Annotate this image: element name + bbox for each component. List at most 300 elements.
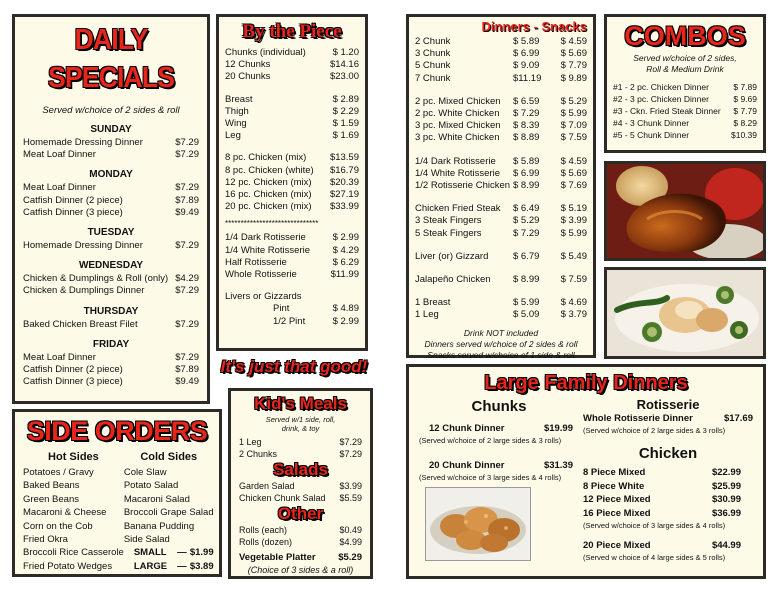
kids-item-price: $7.29	[339, 449, 362, 459]
family-chicken-price: $25.99	[711, 480, 741, 492]
day-heading: MONDAY	[89, 169, 133, 181]
daily-specials-panel	[12, 14, 210, 404]
snack-price: $ 5.19	[560, 203, 587, 215]
spacer	[225, 281, 359, 291]
piece-item-price: $14.16	[329, 59, 359, 71]
other-title: Other	[277, 504, 324, 523]
snack-price: $ 4.69	[560, 297, 587, 309]
hot-side-item: Fried Okra	[23, 534, 68, 546]
snack-price: $ 5.49	[560, 250, 587, 262]
piece-item-price: $33.99	[329, 201, 359, 213]
special-item	[23, 182, 199, 194]
family-chicken-row	[583, 480, 753, 494]
piece-item-price: $ 1.59	[332, 118, 359, 130]
side-orders-columns	[23, 450, 214, 573]
dinner-item-name: 1/4 Dark Rotisserie	[415, 155, 496, 167]
special-item	[23, 273, 199, 285]
special-item-price: $7.29	[175, 182, 199, 194]
side-size-price: $3.89	[189, 560, 214, 572]
piece-item-name: 8 pc. Chicken (white)	[225, 164, 314, 176]
family-columns	[419, 397, 753, 563]
piece-item	[225, 189, 359, 201]
family-rotisserie-note: (Served w/choice of 2 large sides & 3 rolls)	[583, 426, 726, 436]
dinner-item	[415, 180, 587, 192]
rotisserie-chicken-photo	[604, 161, 766, 261]
family-chunk-note: (Served w/choice of 2 large sides & 3 rolls)	[419, 436, 562, 446]
special-item-name: Catfish Dinner (2 piece)	[23, 364, 123, 376]
spacer	[415, 263, 587, 274]
divider-stars: ******************************	[225, 219, 319, 229]
piece-item	[225, 165, 359, 177]
special-item-name: Meat Loaf Dinner	[23, 149, 96, 161]
combo-item	[613, 93, 757, 105]
family-chicken-row	[583, 507, 753, 521]
special-item-price: $7.29	[175, 318, 199, 330]
side-size-row	[124, 560, 214, 573]
dinner-item-name: 1 Breast	[415, 297, 451, 309]
kids-item	[239, 448, 362, 460]
salad-item-price: $5.59	[339, 493, 362, 503]
daily-specials-list	[23, 124, 199, 388]
dinner-price: $ 6.49	[513, 203, 540, 215]
dinner-item	[415, 274, 587, 286]
family-chicken-name: 16 Piece Mixed	[583, 507, 651, 519]
piece-item-price: $ 2.89	[332, 93, 359, 105]
other-item	[239, 524, 362, 536]
cold-side-item: Cole Slaw	[123, 467, 167, 478]
kids-item-price: $7.29	[339, 437, 362, 447]
cold-side-item: Banana Pudding	[123, 520, 195, 532]
snack-price: $ 9.89	[560, 72, 587, 84]
hot-side-item: Potatoes / Gravy	[23, 467, 94, 478]
special-item	[23, 207, 199, 219]
family-chicken-price: $22.99	[711, 467, 741, 479]
special-item-price: $7.89	[175, 194, 199, 206]
jalapeno-chicken-photo	[604, 267, 766, 359]
salad-item	[239, 492, 362, 504]
combo-item	[613, 105, 757, 117]
rotisserie-item-name: 1/4 Dark Rotisserie	[225, 232, 306, 244]
other-item	[239, 536, 362, 548]
other-item-name: Rolls (each)	[239, 525, 288, 535]
cold-side-item: Side Salad	[123, 534, 170, 546]
dinner-price: $ 6.79	[513, 250, 540, 262]
snack-price: $ 5.69	[560, 167, 587, 179]
vegetable-platter-note: (Choice of 3 sides & a roll)	[247, 565, 354, 576]
rotisserie-item-price: $11.99	[330, 269, 359, 281]
piece-item	[225, 130, 359, 142]
dinner-item-name: Chicken Fried Steak	[415, 203, 501, 215]
dinner-price: $ 6.99	[513, 48, 540, 60]
dinner-price: $ 8.39	[513, 120, 540, 132]
livers-price: $ 2.99	[332, 315, 359, 327]
dinner-item	[415, 168, 587, 180]
fried-chicken-chunks-image	[426, 488, 530, 560]
spacer	[225, 142, 359, 152]
dinner-item-name: 3 Steak Fingers	[415, 215, 482, 227]
family-chicken-row	[583, 466, 753, 480]
combo-item-name: #1 - 2 pc. Chicken Dinner	[613, 82, 709, 92]
rotisserie-chicken-image	[607, 164, 763, 258]
piece-item-name: Chunks (individual)	[225, 47, 306, 58]
daily-specials-subtitle: Served w/choice of 2 sides & roll	[42, 105, 180, 116]
salad-item-name: Garden Salad	[239, 481, 295, 491]
piece-item-name: 20 pc. Chicken (mix)	[225, 201, 312, 213]
rotisserie-item	[225, 232, 359, 244]
family-rotisserie-row	[583, 413, 753, 425]
side-size-dash: —	[177, 547, 187, 559]
snack-price: $ 5.29	[560, 95, 587, 107]
special-item-price: $7.29	[175, 351, 199, 363]
piece-item-name: 20 Chunks	[225, 71, 271, 83]
livers-item	[225, 303, 359, 315]
special-item	[23, 285, 199, 297]
family-dinners-panel	[406, 364, 766, 579]
piece-item	[225, 201, 359, 213]
rotisserie-item-price: $ 6.29	[332, 256, 359, 268]
special-item-name: Chicken & Dumplings Dinner	[23, 285, 145, 297]
chunks-title: Chunks	[471, 398, 527, 415]
family-chicken-row	[583, 493, 753, 507]
special-item-price: $9.49	[175, 376, 199, 388]
spacer	[415, 85, 587, 96]
combo-item-name: #4 - 3 Chunk Dinner	[613, 118, 690, 128]
piece-item	[225, 152, 359, 164]
combo-item-name: #5 - 5 Chunk Dinner	[613, 130, 690, 140]
combos-subtitle-2: Roll & Medium Drink	[646, 64, 724, 74]
dinner-item-name: 2 pc. White Chicken	[415, 108, 500, 120]
hot-side-item: Corn on the Cob	[23, 520, 93, 532]
dinner-item-name: 5 Steak Fingers	[415, 227, 482, 239]
kids-meals-title: Kid's Meals	[254, 394, 347, 413]
dinners-snacks-notes	[415, 328, 587, 361]
snack-price: $ 7.69	[560, 180, 587, 192]
family-chunk-price: $19.99	[543, 423, 573, 434]
other-list	[239, 524, 362, 548]
piece-item-name: Leg	[225, 130, 241, 142]
family-chunks-column	[419, 397, 579, 563]
cold-sides-column	[124, 450, 214, 573]
salads-title: Salads	[273, 460, 328, 479]
piece-item-name: 8 pc. Chicken (mix)	[225, 152, 307, 164]
spacer	[415, 192, 587, 203]
kids-item	[239, 436, 362, 448]
snack-price: $ 5.99	[560, 108, 587, 120]
livers-item	[225, 316, 359, 328]
special-item	[23, 137, 199, 149]
combo-item-price: $10.39	[731, 130, 757, 140]
livers-size: 1/2 Pint	[273, 315, 306, 327]
day-heading: FRIDAY	[92, 338, 130, 350]
salad-item-price: $3.99	[339, 481, 362, 491]
piece-item-price: $16.79	[329, 164, 359, 176]
piece-item	[225, 71, 359, 83]
jalapeno-chicken-image	[607, 270, 763, 356]
family-chunk-name: 12 Chunk Dinner	[429, 423, 505, 434]
combo-item-price: $ 8.29	[733, 118, 757, 128]
hot-side-item: Broccoli Rice Casserole	[23, 547, 124, 559]
piece-item-price: $20.39	[329, 176, 359, 188]
piece-item	[225, 94, 359, 106]
dinner-item-name: 1/4 White Rotisserie	[415, 167, 501, 179]
dinner-item	[415, 48, 587, 60]
side-size-name: LARGE	[133, 560, 168, 572]
dinner-item	[415, 132, 587, 144]
dinners-note: Drink NOT included	[463, 327, 539, 338]
by-the-piece-panel	[216, 14, 368, 351]
special-item-price: $7.29	[175, 285, 199, 297]
special-item-name: Catfish Dinner (2 piece)	[23, 194, 123, 206]
snack-price: $ 3.99	[560, 215, 587, 227]
other-item-price: $0.49	[339, 525, 362, 535]
day-heading: THURSDAY	[83, 305, 139, 317]
piece-item-price: $ 2.29	[332, 105, 359, 117]
combo-item-price: $ 7.89	[733, 82, 757, 92]
snack-price: $ 7.59	[560, 132, 587, 144]
dinners-note: Dinners served w/choice of 2 sides & roll	[424, 338, 578, 349]
piece-item-price: $13.59	[329, 152, 359, 164]
hot-side-item: Macaroni & Cheese	[23, 507, 107, 519]
family-20-piece-name: 20 Piece Mixed	[583, 540, 651, 552]
rotisserie-item-name: 1/4 White Rotisserie	[225, 244, 311, 256]
piece-item-price: $23.00	[329, 71, 359, 83]
family-chicken-list	[583, 466, 753, 520]
dinner-price: $ 6.59	[513, 95, 540, 107]
family-chunk-name: 20 Chunk Dinner	[429, 460, 505, 472]
dinner-price: $ 5.09	[513, 309, 540, 321]
fried-chicken-chunks-photo	[425, 487, 531, 561]
vegetable-platter-name: Vegetable Platter	[239, 552, 316, 563]
dinner-item	[415, 96, 587, 108]
side-size-row	[124, 546, 214, 559]
special-item-price: $7.89	[175, 364, 199, 376]
dinner-item-name: 3 pc. Mixed Chicken	[415, 120, 501, 132]
combos-subtitle-1: Served w/choice of 2 sides,	[633, 53, 737, 63]
special-item-price: $7.29	[175, 240, 199, 252]
livers-size: Pint	[273, 303, 290, 315]
salad-item	[239, 480, 362, 492]
spacer	[415, 286, 587, 297]
kids-meals-list	[239, 436, 362, 460]
family-chunk-note: (Served w/choice of 3 large sides & 4 rolls)	[419, 473, 562, 483]
other-item-name: Rolls (dozen)	[239, 537, 293, 547]
combos-title: COMBOS	[624, 21, 746, 51]
dinner-price: $ 5.99	[513, 297, 540, 309]
family-chunks-list	[419, 423, 579, 483]
side-size-name: SMALL	[133, 547, 167, 559]
family-chicken-price: $30.99	[711, 494, 741, 506]
piece-item	[225, 177, 359, 189]
vegetable-platter-price: $5.29	[338, 552, 362, 563]
snack-price: $ 5.69	[560, 48, 587, 60]
slogan: It's just that good!	[220, 357, 368, 376]
dinner-price: $ 7.29	[513, 108, 540, 120]
special-item-name: Meat Loaf Dinner	[23, 351, 96, 363]
cold-sides-list	[124, 466, 214, 546]
side-orders-panel	[12, 409, 222, 577]
piece-item-name: 12 Chunks	[225, 59, 271, 71]
special-item	[23, 319, 199, 331]
combo-item-name: #3 - Ckn. Fried Steak Dinner	[613, 106, 721, 116]
livers-label: Livers or Gizzards	[225, 291, 302, 303]
dinners-note: Snacks served w/choice of 1 side & roll	[427, 349, 575, 360]
combo-item-name: #2 - 3 pc. Chicken Dinner	[613, 94, 709, 104]
cold-side-item: Macaroni Salad	[123, 493, 190, 505]
special-item-name: Chicken & Dumplings & Roll (only)	[23, 273, 169, 285]
dinner-price: $ 9.09	[513, 60, 540, 72]
special-item	[23, 376, 199, 388]
rotisserie-item	[225, 257, 359, 269]
hot-side-item: Baked Beans	[23, 480, 80, 492]
piece-item-price: $ 1.69	[332, 130, 359, 142]
dinners-snacks-title: Dinners - Snacks	[481, 19, 587, 34]
special-item-price: $9.49	[175, 206, 199, 218]
special-item	[23, 352, 199, 364]
kids-item-name: 1 Leg	[239, 437, 262, 447]
dinner-item-name: Jalapeño Chicken	[415, 274, 491, 286]
dinner-item-name: 1 Leg	[415, 309, 439, 321]
dinners-snacks-panel	[406, 14, 596, 358]
rotisserie-item-price: $ 2.99	[332, 232, 359, 244]
dinner-price: $ 8.99	[513, 180, 540, 192]
piece-item-name: Thigh	[225, 105, 249, 117]
spacer	[415, 240, 587, 251]
day-heading: TUESDAY	[87, 227, 135, 239]
by-the-piece-title: By the Piece	[242, 21, 342, 42]
hot-side-item: Fried Potato Wedges	[23, 560, 113, 572]
piece-item-name: Wing	[225, 118, 247, 130]
other-item-price: $4.99	[339, 537, 362, 547]
family-chunk-price: $31.39	[543, 460, 573, 472]
special-item	[23, 240, 199, 252]
cold-sides-heading: Cold Sides	[140, 451, 198, 463]
piece-item-name: Breast	[225, 93, 253, 105]
salads-list	[239, 480, 362, 504]
vegetable-platter-row	[239, 552, 362, 564]
family-right-column	[583, 397, 753, 563]
dinner-item	[415, 228, 587, 240]
dinner-item	[415, 36, 587, 48]
piece-item	[225, 106, 359, 118]
piece-item-price: $ 1.20	[332, 47, 359, 58]
dinner-item	[415, 297, 587, 309]
special-item-name: Homemade Dressing Dinner	[23, 137, 143, 148]
rotisserie-item-name: Half Rotisserie	[225, 256, 287, 268]
hot-side-item: Green Beans	[23, 493, 79, 505]
by-the-piece-list	[225, 47, 359, 328]
dinner-item-name: 5 Chunk	[415, 60, 451, 72]
family-chunk-row	[419, 460, 579, 472]
piece-item	[225, 47, 359, 59]
snack-price: $ 7.79	[560, 60, 587, 72]
family-chicken-name: 12 Piece Mixed	[583, 494, 651, 506]
special-item-name: Catfish Dinner (3 piece)	[23, 206, 123, 218]
dinner-item	[415, 251, 587, 263]
family-chicken-price: $36.99	[711, 507, 741, 519]
special-item-name: Baked Chicken Breast Filet	[23, 318, 138, 330]
dinner-item	[415, 60, 587, 72]
snack-price: $ 7.59	[560, 274, 587, 286]
kids-meals-subtitle-2: drink, & toy	[281, 424, 320, 433]
special-item-name: Homemade Dressing Dinner	[23, 240, 143, 252]
family-rotisserie-price: $17.69	[723, 413, 753, 424]
special-item-price: $7.29	[175, 149, 199, 161]
family-20-piece-price: $44.99	[711, 540, 741, 552]
combo-item	[613, 81, 757, 93]
side-size-price: $1.99	[189, 547, 214, 559]
dinner-item-name: 2 pc. Mixed Chicken	[415, 95, 501, 107]
family-chicken-name: 8 Piece Mixed	[583, 467, 646, 479]
piece-item	[225, 59, 359, 71]
day-heading: SUNDAY	[90, 124, 132, 135]
kids-meals-subtitle-1: Served w/1 side, roll,	[265, 415, 336, 424]
dinner-item-name: 7 Chunk	[415, 72, 451, 84]
dinner-item	[415, 120, 587, 132]
dinner-item	[415, 215, 587, 227]
chicken-title: Chicken	[638, 445, 698, 463]
family-chicken-note-1: (Served w/choice of 3 large sides & 4 rolls)	[583, 521, 726, 531]
dinner-item	[415, 203, 587, 215]
family-dinners-title: Large Family Dinners	[484, 372, 688, 394]
daily-specials-title: DAILY SPECIALS	[47, 24, 175, 94]
side-size-dash: —	[177, 560, 187, 572]
rotisserie-item-price: $ 4.29	[332, 244, 359, 256]
dinner-price: $11.19	[513, 72, 542, 84]
rotisserie-item	[225, 245, 359, 257]
dinners-snacks-list	[415, 36, 587, 322]
dinner-price: $ 8.89	[513, 132, 540, 144]
special-item	[23, 364, 199, 376]
family-20-piece-row	[583, 540, 753, 552]
snack-price: $ 4.59	[560, 155, 587, 167]
dinner-item-name: 2 Chunk	[415, 36, 451, 47]
combo-item-price: $ 7.79	[733, 106, 757, 116]
side-orders-title: SIDE ORDERS	[26, 416, 208, 446]
spacer	[415, 145, 587, 156]
piece-item-price: $27.19	[329, 189, 359, 201]
salad-item-name: Chicken Chunk Salad	[239, 493, 326, 503]
dinner-item	[415, 73, 587, 85]
dinner-item	[415, 108, 587, 120]
dinner-item	[415, 309, 587, 321]
hot-sides-column	[23, 450, 124, 573]
special-item-name: Meat Loaf Dinner	[23, 182, 96, 194]
dinner-item	[415, 156, 587, 168]
snack-price: $ 5.99	[560, 227, 587, 239]
special-item-price: $4.29	[175, 273, 199, 285]
family-rotisserie-name: Whole Rotisserie Dinner	[583, 413, 693, 424]
special-item-price: $7.29	[175, 137, 199, 148]
special-item-name: Catfish Dinner (3 piece)	[23, 376, 123, 388]
livers-price: $ 4.89	[332, 303, 359, 315]
dinner-price: $ 5.89	[513, 155, 540, 167]
piece-item-name: 12 pc. Chicken (mix)	[225, 176, 312, 188]
dinner-price: $ 8.99	[513, 274, 540, 286]
dinner-price: $ 7.29	[513, 227, 540, 239]
piece-item-name: 16 pc. Chicken (mix)	[225, 189, 312, 201]
family-chicken-note-2: (Served w choice of 4 large sides & 5 rolls)	[583, 553, 726, 563]
piece-item	[225, 118, 359, 130]
snack-price: $ 4.59	[560, 36, 587, 47]
side-sizes	[124, 546, 214, 573]
cold-side-item: Broccoli Grape Salad	[123, 507, 214, 519]
kids-item-name: 2 Chunks	[239, 449, 278, 459]
hot-sides-heading: Hot Sides	[48, 451, 99, 463]
dinner-price: $ 6.99	[513, 167, 540, 179]
combo-item	[613, 117, 757, 129]
rotisserie-title: Rotisserie	[636, 397, 700, 412]
dinner-item-name: 3 pc. White Chicken	[415, 132, 500, 144]
